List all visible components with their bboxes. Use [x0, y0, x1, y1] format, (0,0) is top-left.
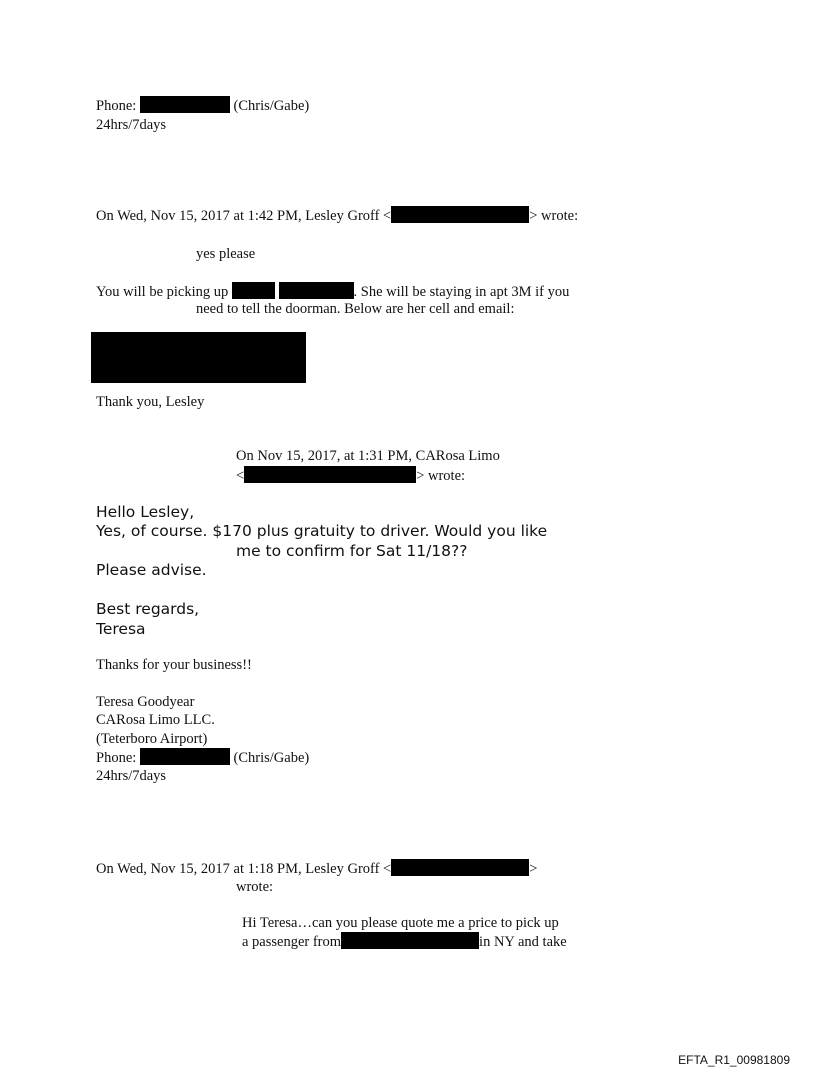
- sig2-company: CARosa Limo LLC.: [96, 712, 215, 728]
- reply1-header-wrote: > wrote:: [529, 208, 579, 224]
- reply1-line1-text: You will be picking up: [96, 284, 229, 300]
- reply1-thanks: Thank you, Lesley: [96, 394, 205, 410]
- reply2-greeting: Hello Lesley,: [96, 503, 195, 521]
- reply1-header-text: On Wed, Nov 15, 2017 at 1:42 PM, Lesley Groff <: [96, 208, 392, 224]
- reply3-wrote: wrote:: [236, 879, 274, 895]
- sig2-phone-line: [96, 748, 309, 767]
- redacted-email: [244, 466, 416, 483]
- sig2-name: Teresa Goodyear: [96, 694, 195, 710]
- reply3-body2-text: a passenger from: [242, 934, 342, 950]
- reply1-line2: need to tell the doorman. Below are her cell and email:: [196, 301, 515, 317]
- redacted-phone: [140, 748, 230, 765]
- phone-note: (Chris/Gabe): [233, 98, 310, 114]
- reply1-line1: [96, 282, 569, 301]
- reply3-header-gt: >: [529, 861, 538, 877]
- reply2-header-line2: [236, 466, 465, 485]
- reply2-name: Teresa: [96, 620, 146, 638]
- reply3-body2-rest: in NY and take: [479, 934, 567, 950]
- document-id: EFTA_R1_00981809: [678, 1053, 790, 1067]
- phone-label: Phone:: [96, 98, 137, 114]
- reply1-line1-rest: . She will be staying in apt 3M if you: [353, 284, 570, 300]
- redacted-contact-block: [91, 332, 306, 383]
- redacted-last-name: [279, 282, 354, 299]
- phone-note: (Chris/Gabe): [233, 750, 310, 766]
- reply2-body1: Yes, of course. $170 plus gratuity to driver. Would you like: [96, 522, 548, 540]
- reply2-business: Thanks for your business!!: [96, 657, 252, 673]
- redacted-email: [391, 859, 529, 876]
- reply2-header-lt: <: [236, 468, 245, 484]
- redacted-email: [391, 206, 529, 223]
- reply2-advise: Please advise.: [96, 561, 207, 579]
- redacted-phone: [140, 96, 230, 113]
- reply2-header-line1: On Nov 15, 2017, at 1:31 PM, CARosa Limo: [236, 448, 500, 464]
- reply3-header-text: On Wed, Nov 15, 2017 at 1:18 PM, Lesley Groff <: [96, 861, 392, 877]
- reply1-header: [96, 206, 578, 225]
- reply1-yes: yes please: [196, 246, 256, 262]
- phone-label: Phone:: [96, 750, 137, 766]
- reply2-header-wrote: > wrote:: [416, 468, 466, 484]
- sig2-hours: 24hrs/7days: [96, 768, 167, 784]
- redacted-first-name: [232, 282, 275, 299]
- redacted-address: [341, 932, 479, 949]
- reply2-regards: Best regards,: [96, 600, 200, 618]
- reply2-body2: me to confirm for Sat 11/18??: [236, 542, 468, 560]
- sig1-hours: 24hrs/7days: [96, 117, 167, 133]
- reply3-header: [96, 859, 537, 878]
- reply3-body1: Hi Teresa…can you please quote me a price to pick up: [242, 915, 559, 931]
- sig1-phone-line: [96, 96, 309, 115]
- sig2-location: (Teterboro Airport): [96, 731, 208, 747]
- reply3-body2: [242, 932, 567, 951]
